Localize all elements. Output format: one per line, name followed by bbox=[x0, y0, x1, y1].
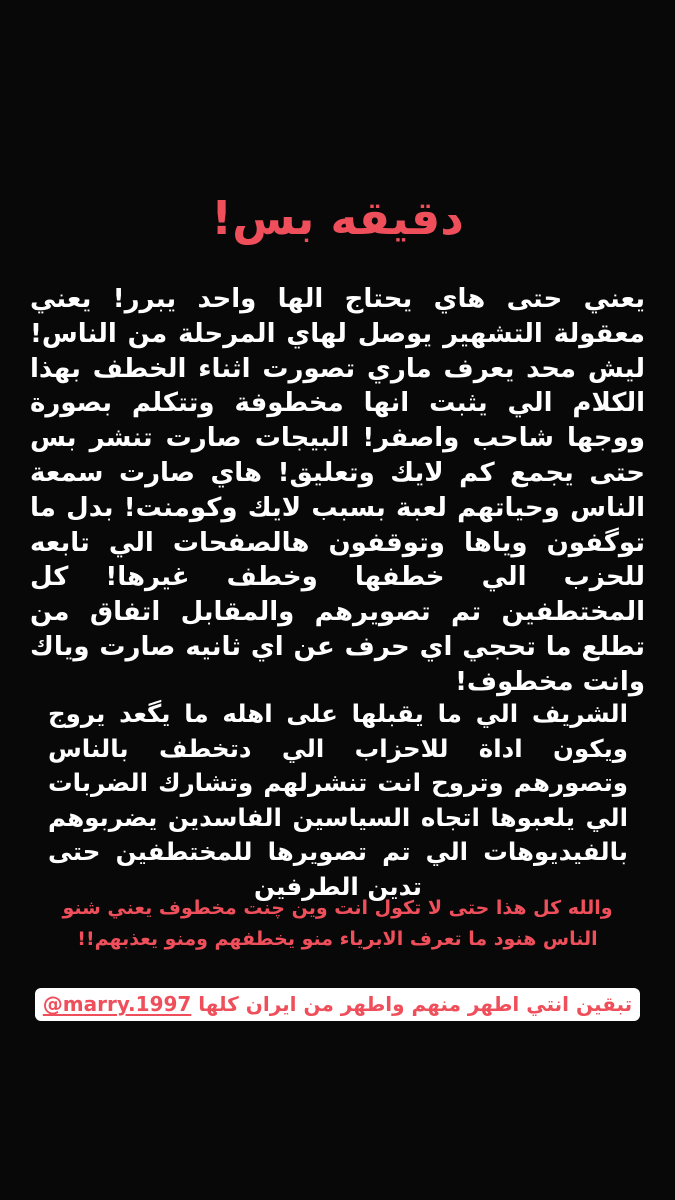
mention-link[interactable]: @marry.1997 bbox=[42, 992, 192, 1016]
caption-text: تبقين انتي اطهر منهم واطهر من ايران كلها bbox=[198, 992, 633, 1016]
caption-sticker bbox=[35, 988, 640, 1021]
story-paragraph-3: والله كل هذا حتى لا تكول انت وين چنت مخطوف يعني شنو الناس هنود ما تعرف الابرياء منو يخطفهم ومنو يعذبهم!! bbox=[62, 897, 613, 950]
story-paragraph-1: يعني حتى هاي يحتاج الها واحد يبرر! يعني معقولة التشهير يوصل لهاي المرحلة من الناس! ليش محد يعرف ماري تصورت اثناء الخطف بهذا الكلام الي يثبت انها مخطوفة وتتكلم بصورة ووجها شاحب واصفر! البيجات صارت تنشر بس حتى يجمع كم لايك وتعليق! هاي صارت سمعة الناس وحياتهم لعبة بسبب لايك وكومنت! بدل ما توگفون وياها وتوقفون هالصفحات الي تابعه للحزب الي خطفها وخطف غيرها! كل المختطفين تم تصويرهم والمقابل اتفاق من تطلع ما تحجي اي حرف عن اي ثانيه صارت وياك وانت مخطوف! bbox=[30, 284, 645, 697]
story-paragraph-2: الشريف الي ما يقبلها على اهله ما يگعد يروج ويكون اداة للاحزاب الي دتخطف بالناس وتصورهم وتروح انت تنشرلهم وتشارك الضربات الي يلعبوها اتجاه السياسين الفاسدين يضربوهم بالفيديوهات الي تم تصويرها للمختطفين حتى تدين الطرفين bbox=[48, 699, 628, 901]
story-title: دقيقه بس! bbox=[211, 191, 464, 245]
caption-sticker-wrap bbox=[0, 988, 675, 1021]
